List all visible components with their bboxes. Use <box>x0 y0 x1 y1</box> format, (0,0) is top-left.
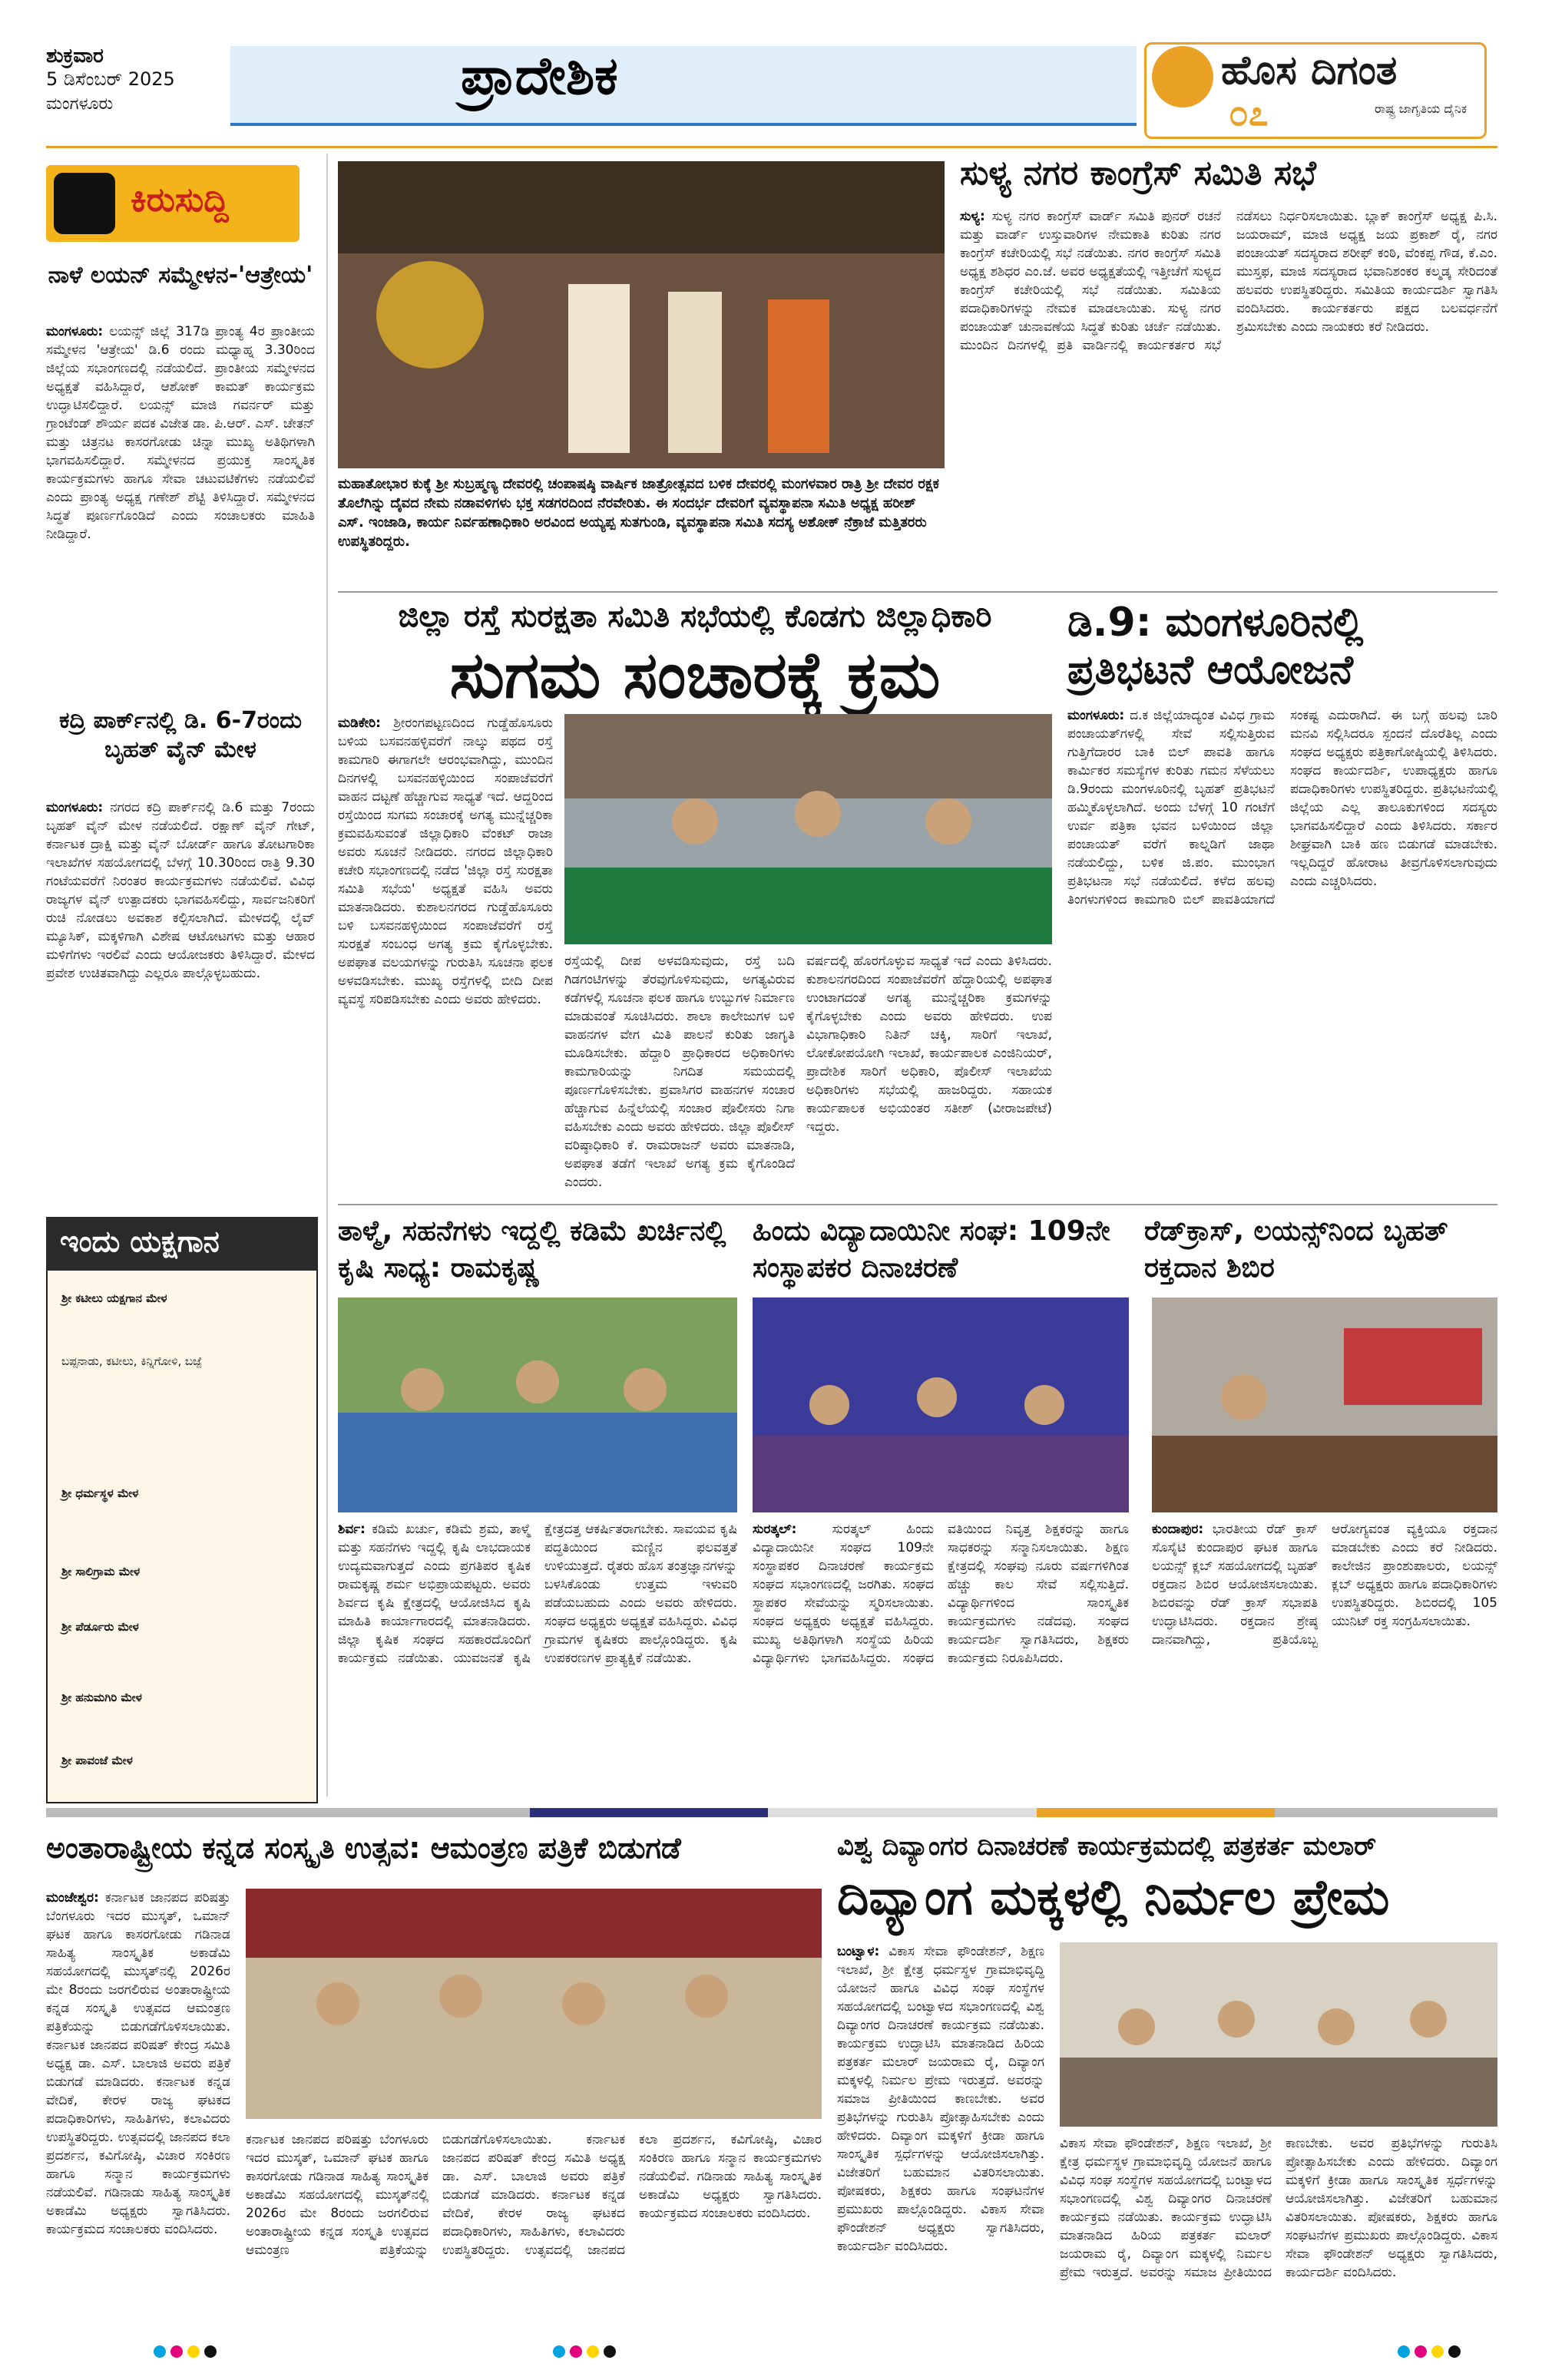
sullia-body <box>960 207 1497 583</box>
brief2-dateline: ಮಂಗಳೂರು: <box>46 800 104 815</box>
krishi-photo <box>338 1297 737 1512</box>
column-divider <box>326 154 328 1797</box>
road-dateline: ಮಡಿಕೇರಿ: <box>338 716 381 731</box>
edition-city: ಮಂಗಳೂರು <box>46 94 114 114</box>
divyanga-text: ವಿಕಾಸ ಸೇವಾ ಫೌಂಡೇಶನ್, ಶಿಕ್ಷಣ ಇಲಾಖೆ, ಶ್ರೀ ಕ್ಷೇತ್ರ ಧರ್ಮಸ್ಥಳ ಗ್ರಾಮಾಭಿವೃದ್ಧಿ ಯೋಜನೆ ಹಾಗೂ ವಿವಿಧ ಸಂಘ ಸಂಸ್ಥೆಗಳ ಸಹಯೋಗದಲ್ಲಿ ಬಂಟ್ವಾಳದ ಸಭಾಂಗಣದಲ್ಲಿ ವಿಶ್ವ ದಿವ್ಯಾಂಗರ ದಿನಾಚರಣೆ ಕಾರ್ಯಕ್ರಮ ನಡೆಯಿತು. ಕಾರ್ಯಕ್ರಮ ಉದ್ಘಾಟಿಸಿ ಮಾತನಾಡಿದ ಹಿರಿಯ ಪತ್ರಕರ್ತ ಮಲಾರ್ ಜಯರಾಮ ರೈ, ದಿವ್ಯಾಂಗ ಮಕ್ಕಳಲ್ಲಿ ನಿರ್ಮಲ ಪ್ರೇಮ ಇರುತ್ತದೆ. ಅವರನ್ನು ಸಮಾಜ ಪ್ರೀತಿಯಿಂದ ಕಾಣಬೇಕು. ಅವರ ಪ್ರತಿಭೆಗಳನ್ನು ಗುರುತಿಸಿ ಪ್ರೋತ್ಸಾಹಿಸಬೇಕು ಎಂದು ಹೇಳಿದರು. ದಿವ್ಯಾಂಗ ಮಕ್ಕಳಿಗೆ ಕ್ರೀಡಾ ಹಾಗೂ ಸಾಂಸ್ಕೃತಿಕ ಸ್ಪರ್ಧೆಗಳನ್ನು ಆಯೋಜಿಸಲಾಗಿತ್ತು. ವಿಜೇತರಿಗೆ ಬಹುಮಾನ ವಿತರಿಸಲಾಯಿತು. ಪೋಷಕರು, ಶಿಕ್ಷಕರು ಹಾಗೂ ಸಂಘಟನೆಗಳ ಪ್ರಮುಖರು ಪಾಲ್ಗೊಂಡಿದ್ದರು. ವಿಕಾಸ ಸೇವಾ ಫೌಂಡೇಶನ್ ಅಧ್ಯಕ್ಷರು ಸ್ವಾಗತಿಸಿದರು, ಕಾರ್ಯದರ್ಶಿ ವಂದಿಸಿದರು. <box>837 1944 1044 2254</box>
list-item: ಶ್ರೀ ಧರ್ಮಸ್ಥಳ ಮೇಳ <box>61 1486 139 1500</box>
hindu-title: ಹಿಂದು ವಿದ್ಯಾದಾಯಿನೀ ಸಂಘ: 109ನೇ ಸಂಸ್ಥಾಪಕರ ದಿನಾಚರಣೆ <box>753 1215 1110 1284</box>
divyanga-photo <box>1060 1942 1497 2127</box>
temple-photo-caption: ಮಹಾತೋಭಾರ ಕುಕ್ಕೆ ಶ್ರೀ ಸುಬ್ರಹ್ಮಣ್ಯ ದೇವರಲ್ಲಿ ಚಂಪಾಷಷ್ಠಿ ವಾರ್ಷಿಕ ಜಾತ್ರೋತ್ಸವದ ಬಳಿಕ ದೇವರಲ್ಲಿ ಮಂಗಳವಾರ ರಾತ್ರಿ ಶ್ರೀ ದೇವರ ರಕ್ಷಕ ತೊಲೆಗಿನ್ನು ದೈವದ ನೇಮ ನಡಾವಳಿಗಳು ಭಕ್ತ ಸಡಗರದಿಂದ ನೆರವೇರಿತು. ಈ ಸಂದರ್ಭ ದೇವರಿಗೆ ವ್ಯವಸ್ಥಾಪನಾ ಸಮಿತಿ ಅಧ್ಯಕ್ಷ ಹರೀಶ್ ಎಸ್. ಇಂಜಾಡಿ, ಕಾರ್ಯ ನಿರ್ವಹಣಾಧಿಕಾರಿ ಅರವಿಂದ ಅಯ್ಯಪ್ಪ ಸುತಗುಂಡಿ, ವ್ಯವಸ್ಥಾಪನಾ ಸಮಿತಿ ಸದಸ್ಯ ಅಶೋಕ್ ನೆಕ್ರಾಜೆ ಮತ್ತಿತರರು ಉಪಸ್ಥಿತರಿದ್ದರು. <box>338 476 939 550</box>
kannada-title: ಅಂತಾರಾಷ್ಟ್ರೀಯ ಕನ್ನಡ ಸಂಸ್ಕೃತಿ ಉತ್ಸವ: ಆಮಂತ್ರಣ ಪತ್ರಿಕೆ ಬಿಡುಗಡೆ <box>46 1831 681 1865</box>
sullia-text: ಸುಳ್ಯ ನಗರ ಕಾಂಗ್ರೆಸ್ ವಾರ್ಡ್ ಸಮಿತಿ ಪುನರ್ ರಚನೆ ಮತ್ತು ವಾರ್ಡ್ ಉಸ್ತುವಾರಿಗಳ ನೇಮಕಾತಿ ಕುರಿತು ನಗರ ಕಾಂಗ್ರೆಸ್ ಕಚೇರಿಯಲ್ಲಿ ಸಭೆ ನಡೆಯಿತು. ನಗರ ಕಾಂಗ್ರೆಸ್ ಸಮಿತಿ ಅಧ್ಯಕ್ಷ ಶಶಿಧರ ಎಂ.ಜೆ. ಅವರ ಅಧ್ಯಕ್ಷತೆಯಲ್ಲಿ ಇತ್ತೀಚೆಗೆ ಸುಳ್ಯದ ಕಾಂಗ್ರೆಸ್ ಕಚೇರಿಯಲ್ಲಿ ಸಭೆ ನಡೆಯಿತು. ಸಮಿತಿಯ ಪದಾಧಿಕಾರಿಗಳನ್ನು ನೇಮಕ ಮಾಡಲಾಯಿತು. ಸುಳ್ಯ ನಗರ ಪಂಚಾಯತ್ ಚುನಾವಣೆಯ ಸಿದ್ಧತೆ ಕುರಿತು ಚರ್ಚೆ ನಡೆಯಿತು. ಮುಂದಿನ ದಿನಗಳಲ್ಲಿ ಪ್ರತಿ ವಾರ್ಡಿನಲ್ಲಿ ಕಾರ್ಯಕರ್ತರ ಸಭೆ ನಡೆಸಲು ನಿರ್ಧರಿಸಲಾಯಿತು. ಬ್ಲಾಕ್ ಕಾಂಗ್ರೆಸ್ ಅಧ್ಯಕ್ಷ ಪಿ.ಸಿ. ಜಯರಾಮ್, ಮಾಜಿ ಅಧ್ಯಕ್ಷ ಜಯ ಪ್ರಕಾಶ್ ರೈ, ನಗರ ಪಂಚಾಯತ್ ಸದಸ್ಯರಾದ ಶರೀಫ್ ಕಂಠಿ, ವೆಂಕಪ್ಪ ಗೌಡ, ಕೆ.ಎಂ. ಮುಸ್ತಫ, ಮಾಜಿ ಸದಸ್ಯರಾದ ಭವಾನಿಶಂಕರ ಕಲ್ಮಡ್ಕ ಸೇರಿದಂತೆ ಹಲವರು ಉಪಸ್ಥಿತರಿದ್ದರು. ಸಮಿತಿಯ ಕಾರ್ಯದರ್ಶಿ ಸ್ವಾಗತಿಸಿ ವಂದಿಸಿದರು. ಕಾರ್ಯಕರ್ತರು ಪಕ್ಷದ ಬಲವರ್ಧನೆಗೆ ಶ್ರಮಿಸಬೇಕು ಎಂದು ನಾಯಕರು ಕರೆ ನೀಡಿದರು. <box>960 209 1497 353</box>
divyanga-body-2: ವಿಕಾಸ ಸೇವಾ ಫೌಂಡೇಶನ್, ಶಿಕ್ಷಣ ಇಲಾಖೆ, ಶ್ರೀ ಕ್ಷೇತ್ರ ಧರ್ಮಸ್ಥಳ ಗ್ರಾಮಾಭಿವೃದ್ಧಿ ಯೋಜನೆ ಹಾಗೂ ವಿವಿಧ ಸಂಘ ಸಂಸ್ಥೆಗಳ ಸಹಯೋಗದಲ್ಲಿ ಬಂಟ್ವಾಳದ ಸಭಾಂಗಣದಲ್ಲಿ ವಿಶ್ವ ದಿವ್ಯಾಂಗರ ದಿನಾಚರಣೆ ಕಾರ್ಯಕ್ರಮ ನಡೆಯಿತು. ಕಾರ್ಯಕ್ರಮ ಉದ್ಘಾಟಿಸಿ ಮಾತನಾಡಿದ ಹಿರಿಯ ಪತ್ರಕರ್ತ ಮಲಾರ್ ಜಯರಾಮ ರೈ, ದಿವ್ಯಾಂಗ ಮಕ್ಕಳಲ್ಲಿ ನಿರ್ಮಲ ಪ್ರೇಮ ಇರುತ್ತದೆ. ಅವರನ್ನು ಸಮಾಜ ಪ್ರೀತಿಯಿಂದ ಕಾಣಬೇಕು. ಅವರ ಪ್ರತಿಭೆಗಳನ್ನು ಗುರುತಿಸಿ ಪ್ರೋತ್ಸಾಹಿಸಬೇಕು ಎಂದು ಹೇಳಿದರು. ದಿವ್ಯಾಂಗ ಮಕ್ಕಳಿಗೆ ಕ್ರೀಡಾ ಹಾಗೂ ಸಾಂಸ್ಕೃತಿಕ ಸ್ಪರ್ಧೆಗಳನ್ನು ಆಯೋಜಿಸಲಾಗಿತ್ತು. ವಿಜೇತರಿಗೆ ಬಹುಮಾನ ವಿತರಿಸಲಾಯಿತು. ಪೋಷಕರು, ಶಿಕ್ಷಕರು ಹಾಗೂ ಸಂಘಟನೆಗಳ ಪ್ರಮುಖರು ಪಾಲ್ಗೊಂಡಿದ್ದರು. ವಿಕಾಸ ಸೇವಾ ಫೌಂಡೇಶನ್ ಅಧ್ಯಕ್ಷರು ಸ್ವಾಗತಿಸಿದರು, ಕಾರ್ಯದರ್ಶಿ ವಂದಿಸಿದರು. <box>1060 2136 1497 2280</box>
protest-title: ಡಿ.9: ಮಂಗಳೂರಿನಲ್ಲಿ ಪ್ರತಿಭಟನೆ ಆಯೋಜನೆ <box>1067 600 1364 693</box>
krishi-text: ಕಡಿಮೆ ಖರ್ಚು, ಕಡಿಮೆ ಶ್ರಮ, ತಾಳ್ಮೆ ಮತ್ತು ಸಹನೆಗಳು ಇದ್ದಲ್ಲಿ ಕೃಷಿ ಲಾಭದಾಯಕ ಉದ್ಯಮವಾಗುತ್ತದೆ ಎಂದು ಪ್ರಗತಿಪರ ಕೃಷಿಕ ರಾಮಕೃಷ್ಣ ಶರ್ಮ ಅಭಿಪ್ರಾಯಪಟ್ಟರು. ಅವರು ಶಿರ್ವದ ಕೃಷಿ ಕ್ಷೇತ್ರದಲ್ಲಿ ಆಯೋಜಿಸಿದ ಕೃಷಿ ಮಾಹಿತಿ ಕಾರ್ಯಾಗಾರದಲ್ಲಿ ಮಾತನಾಡಿದರು. ಜಿಲ್ಲಾ ಕೃಷಿಕ ಸಂಘದ ಸಹಕಾರದೊಂದಿಗೆ ಕಾರ್ಯಕ್ರಮ ನಡೆಯಿತು. ಯುವಜನತೆ ಕೃಷಿ ಕ್ಷೇತ್ರದತ್ತ ಆಕರ್ಷಿತರಾಗಬೇಕು. ಸಾವಯವ ಕೃಷಿ ಪದ್ಧತಿಯಿಂದ ಮಣ್ಣಿನ ಫಲವತ್ತತೆ ಉಳಿಯುತ್ತದೆ. ರೈತರು ಹೊಸ ತಂತ್ರಜ್ಞಾನಗಳನ್ನು ಬಳಸಿಕೊಂಡು ಉತ್ತಮ ಇಳುವರಿ ಪಡೆಯಬಹುದು ಎಂದು ಅವರು ಹೇಳಿದರು. ಸಂಘದ ಅಧ್ಯಕ್ಷರು ಅಧ್ಯಕ್ಷತೆ ವಹಿಸಿದ್ದರು. ವಿವಿಧ ಗ್ರಾಮಗಳ ಕೃಷಿಕರು ಪಾಲ್ಗೊಂಡಿದ್ದರು. ಕೃಷಿ ಉಪಕರಣಗಳ ಪ್ರಾತ್ಯಕ್ಷಿಕೆ ನಡೆಯಿತು. <box>338 1522 737 1666</box>
temple-ritual-photo <box>338 161 945 468</box>
kannada-dateline: ಮಂಜೇಶ್ವರ: <box>46 1890 99 1906</box>
blood-title: ರೆಡ್‌ಕ್ರಾಸ್, ಲಯನ್ಸ್‌ನಿಂದ ಬೃಹತ್ ರಕ್ತದಾನ ಶಿಬಿರ <box>1144 1215 1448 1284</box>
divyanga-kicker: ವಿಶ್ವ ದಿವ್ಯಾಂಗರ ದಿನಾಚರಣೆ ಕಾರ್ಯಕ್ರಮದಲ್ಲಿ ಪತ್ರಕರ್ತ ಮಲಾರ್ <box>837 1831 1377 1862</box>
hindu-body <box>753 1520 1129 1797</box>
krishi-body <box>338 1520 737 1797</box>
weekday: ಶುಕ್ರವಾರ <box>46 45 104 68</box>
date: 5 ಡಿಸೆಂಬರ್ 2025 <box>46 68 175 90</box>
hindu-photo <box>753 1297 1129 1512</box>
brief2-body <box>46 798 315 1198</box>
section-band <box>230 46 1137 126</box>
kannada-photo <box>246 1889 822 2119</box>
road-body-col3: ವರ್ಷದಲ್ಲಿ ಹೊರಗೊಳ್ಳುವ ಸಾಧ್ಯತೆ ಇದೆ ಎಂದು ತಿಳಿಸಿದರು. ಕುಶಾಲನಗರದಿಂದ ಸಂಪಾಜೆವರೆಗೆ ಹೆದ್ದಾರಿಯಲ್ಲಿ ಅಪಘಾತ ಉಂಟಾಗದಂತೆ ಅಗತ್ಯ ಮುನ್ನೆಚ್ಚರಿಕಾ ಕ್ರಮಗಳನ್ನು ಕೈಗೊಳ್ಳಬೇಕು ಎಂದು ಅವರು ಹೇಳಿದರು. ಉಪ ವಿಭಾಗಾಧಿಕಾರಿ ನಿತಿನ್ ಚಕ್ಕಿ, ಸಾರಿಗೆ ಇಲಾಖೆ, ಲೋಕೋಪಯೋಗಿ ಇಲಾಖೆ, ಕಾರ್ಯಪಾಲಕ ಎಂಜಿನಿಯರ್, ಪ್ರಾದೇಶಿಕ ಸಾರಿಗೆ ಅಧಿಕಾರಿ, ಪೊಲೀಸ್ ಇಲಾಖೆಯ ಅಧಿಕಾರಿಗಳು ಸಭೆಯಲ್ಲಿ ಹಾಜರಿದ್ದರು. ಸಹಾಯಕ ಕಾರ್ಯಪಾಲಕ ಅಭಿಯಂತರ ಸತೀಶ್ (ವೀರಾಜಪೇಟೆ) ಇದ್ದರು. <box>806 954 1052 1135</box>
sullia-dateline: ಸುಳ್ಯ: <box>960 209 985 224</box>
blood-dateline: ಕುಂದಾಪುರ: <box>1152 1522 1204 1537</box>
kannada-body-2: ಕರ್ನಾಟಕ ಜಾನಪದ ಪರಿಷತ್ತು ಬೆಂಗಳೂರು ಇದರ ಮುಸ್ಕತ್, ಒಮಾನ್ ಘಟಕ ಹಾಗೂ ಕಾಸರಗೋಡು ಗಡಿನಾಡ ಸಾಹಿತ್ಯ ಸಾಂಸ್ಕೃತಿಕ ಅಕಾಡೆಮಿ ಸಹಯೋಗದಲ್ಲಿ ಮುಸ್ಕತ್‌ನಲ್ಲಿ 2026ರ ಮೇ 8ರಂದು ಜರಗಲಿರುವ ಅಂತಾರಾಷ್ಟ್ರೀಯ ಕನ್ನಡ ಸಂಸ್ಕೃತಿ ಉತ್ಸವದ ಆಮಂತ್ರಣ ಪತ್ರಿಕೆಯನ್ನು ಬಿಡುಗಡೆಗೊಳಿಸಲಾಯಿತು. ಕರ್ನಾಟಕ ಜಾನಪದ ಪರಿಷತ್ ಕೇಂದ್ರ ಸಮಿತಿ ಅಧ್ಯಕ್ಷ ಡಾ. ಎಸ್. ಬಾಲಾಜಿ ಅವರು ಪತ್ರಿಕೆ ಬಿಡುಗಡೆ ಮಾಡಿದರು. ಕರ್ನಾಟಕ ಕನ್ನಡ ವೇದಿಕೆ, ಕೇರಳ ರಾಜ್ಯ ಘಟಕದ ಪದಾಧಿಕಾರಿಗಳು, ಸಾಹಿತಿಗಳು, ಕಲಾವಿದರು ಉಪಸ್ಥಿತರಿದ್ದರು. ಉತ್ಸವದಲ್ಲಿ ಜಾನಪದ ಕಲಾ ಪ್ರದರ್ಶನ, ಕವಿಗೋಷ್ಠಿ, ವಿಚಾರ ಸಂಕಿರಣ ಹಾಗೂ ಸನ್ಮಾನ ಕಾರ್ಯಕ್ರಮಗಳು ನಡೆಯಲಿವೆ. ಗಡಿನಾಡು ಸಾಹಿತ್ಯ ಸಾಂಸ್ಕೃತಿಕ ಅಕಾಡೆಮಿ ಅಧ್ಯಕ್ಷರು ಸ್ವಾಗತಿಸಿದರು. ಕಾರ್ಯಕ್ರಮದ ಸಂಚಾಲಕರು ವಂದಿಸಿದರು. <box>246 2132 822 2258</box>
road-title: ಸುಗಮ ಸಂಚಾರಕ್ಕೆ ಕ್ರಮ <box>449 637 941 712</box>
sullia-title: ಸುಳ್ಯ ನಗರ ಕಾಂಗ್ರೆಸ್ ಸಮಿತಿ ಸಭೆ <box>960 154 1316 193</box>
protest-body <box>1067 706 1497 1198</box>
top-rule <box>46 146 1497 148</box>
brief1-title: ನಾಳೆ ಲಯನ್ ಸಮ್ಮೇಳನ-'ಆತ್ರೇಯ' <box>48 262 313 289</box>
yakshagana-title: ಇಂದು ಯಕ್ಷಗಾನ <box>60 1225 220 1258</box>
krishi-title: ತಾಳ್ಮೆ, ಸಹನೆಗಳು ಇದ್ದಲ್ಲಿ ಕಡಿಮೆ ಖರ್ಚಿನಲ್ಲಿ ಕೃಷಿ ಸಾಧ್ಯ: ರಾಮಕೃಷ್ಣ <box>338 1215 726 1284</box>
kannada-body <box>46 1889 230 2326</box>
meeting-photo <box>564 714 1052 944</box>
kiru-suddi-label: ಕಿರುಸುದ್ದಿ <box>131 180 229 220</box>
section-title: ಪ್ರಾದೇಶಿಕ <box>461 46 618 107</box>
page-number: ೦೭ <box>1229 92 1269 134</box>
colored-separator <box>46 1808 1497 1817</box>
road-kicker: ಜಿಲ್ಲಾ ರಸ್ತೆ ಸುರಕ್ಷತಾ ಸಮಿತಿ ಸಭೆಯಲ್ಲಿ ಕೊಡಗು ಜಿಲ್ಲಾಧಿಕಾರಿ <box>398 599 992 634</box>
blood-photo <box>1152 1297 1497 1512</box>
divyanga-dateline: ಬಂಟ್ವಾಳ: <box>837 1944 880 1959</box>
list-item: ಶ್ರೀ ಸಾಲಿಗ್ರಾಮ ಮೇಳ <box>61 1565 141 1578</box>
road-body-col2: ರಸ್ತೆಯಲ್ಲಿ ದೀಪ ಅಳವಡಿಸುವುದು, ರಸ್ತೆ ಬದಿ ಗಿಡಗಂಟಿಗಳನ್ನು ತೆರವುಗೊಳಿಸುವುದು, ಅಗತ್ಯವಿರುವ ಕಡೆಗಳಲ್ಲಿ ಸೂಚನಾ ಫಲಕ ಹಾಗೂ ಉಬ್ಬುಗಳ ನಿರ್ಮಾಣ ಮಾಡುವಂತೆ ಸೂಚಿಸಿದರು. ಶಾಲಾ ಕಾಲೇಜುಗಳ ಬಳಿ ವಾಹನಗಳ ವೇಗ ಮಿತಿ ಪಾಲನೆ ಕುರಿತು ಜಾಗೃತಿ ಮೂಡಿಸಬೇಕು. ಹೆದ್ದಾರಿ ಪ್ರಾಧಿಕಾರದ ಅಧಿಕಾರಿಗಳು ಕಾಮಗಾರಿಯನ್ನು ನಿಗದಿತ ಸಮಯದಲ್ಲಿ ಪೂರ್ಣಗೊಳಿಸಬೇಕು. ಪ್ರವಾಸಿಗರ ವಾಹನಗಳ ಸಂಚಾರ ಹೆಚ್ಚಾಗುವ ಹಿನ್ನೆಲೆಯಲ್ಲಿ ಸಂಚಾರ ಪೊಲೀಸರು ನಿಗಾ ವಹಿಸಬೇಕು ಎಂದು ಅವರು ಹೇಳಿದರು. ಜಿಲ್ಲಾ ಪೊಲೀಸ್ ವರಿಷ್ಠಾಧಿಕಾರಿ ಕೆ. ರಾಮರಾಜನ್ ಅವರು ಮಾತನಾಡಿ, ಅಪಘಾತ ತಡೆಗೆ ಇಲಾಖೆ ಅಗತ್ಯ ಕ್ರಮ ಕೈಗೊಂಡಿದೆ ಎಂದರು. <box>564 954 795 1190</box>
brief1-body <box>46 322 315 691</box>
blood-body <box>1152 1520 1497 1797</box>
yakshagana-list <box>61 1290 307 1769</box>
road-body-col1 <box>338 714 553 1198</box>
section-rule <box>338 1204 1497 1205</box>
section-rule <box>338 591 1497 593</box>
hindu-text: ಸುರತ್ಕಲ್ ಹಿಂದು ವಿದ್ಯಾದಾಯಿನೀ ಸಂಘದ 109ನೇ ಸಂಸ್ಥಾಪಕರ ದಿನಾಚರಣೆ ಕಾರ್ಯಕ್ರಮ ಸಂಘದ ಸಭಾಂಗಣದಲ್ಲಿ ಜರಗಿತು. ಸಂಘದ ಸ್ಥಾಪಕರ ಸೇವೆಯನ್ನು ಸ್ಮರಿಸಲಾಯಿತು. ಸಂಘದ ಅಧ್ಯಕ್ಷರು ಅಧ್ಯಕ್ಷತೆ ವಹಿಸಿದ್ದರು. ಮುಖ್ಯ ಅತಿಥಿಗಳಾಗಿ ಸಂಸ್ಥೆಯ ಹಿರಿಯ ವಿದ್ಯಾರ್ಥಿಗಳು ಭಾಗವಹಿಸಿದ್ದರು. ಸಂಘದ ವತಿಯಿಂದ ನಿವೃತ್ತ ಶಿಕ್ಷಕರನ್ನು ಹಾಗೂ ಸಾಧಕರನ್ನು ಸನ್ಮಾನಿಸಲಾಯಿತು. ಶಿಕ್ಷಣ ಕ್ಷೇತ್ರದಲ್ಲಿ ಸಂಘವು ನೂರು ವರ್ಷಗಳಿಗಿಂತ ಹೆಚ್ಚು ಕಾಲ ಸೇವೆ ಸಲ್ಲಿಸುತ್ತಿದೆ. ವಿದ್ಯಾರ್ಥಿಗಳಿಂದ ಸಾಂಸ್ಕೃತಿಕ ಕಾರ್ಯಕ್ರಮಗಳು ನಡೆದವು. ಸಂಘದ ಕಾರ್ಯದರ್ಶಿ ಸ್ವಾಗತಿಸಿದರು, ಶಿಕ್ಷಕರು ಕಾರ್ಯಕ್ರಮ ನಿರೂಪಿಸಿದರು. <box>753 1522 1129 1666</box>
blood-text: ಭಾರತೀಯ ರೆಡ್ ಕ್ರಾಸ್ ಸೊಸೈಟಿ ಕುಂದಾಪುರ ಘಟಕ ಹಾಗೂ ಲಯನ್ಸ್ ಕ್ಲಬ್ ಸಹಯೋಗದಲ್ಲಿ ಬೃಹತ್ ರಕ್ತದಾನ ಶಿಬಿರ ಆಯೋಜಿಸಲಾಯಿತು. ಶಿಬಿರವನ್ನು ರೆಡ್ ಕ್ರಾಸ್ ಸಭಾಪತಿ ಉದ್ಘಾಟಿಸಿದರು. ರಕ್ತದಾನ ಶ್ರೇಷ್ಠ ದಾನವಾಗಿದ್ದು, ಪ್ರತಿಯೊಬ್ಬ ಆರೋಗ್ಯವಂತ ವ್ಯಕ್ತಿಯೂ ರಕ್ತದಾನ ಮಾಡಬೇಕು ಎಂದು ಕರೆ ನೀಡಿದರು. ಕಾಲೇಜಿನ ಪ್ರಾಂಶುಪಾಲರು, ಲಯನ್ಸ್ ಕ್ಲಬ್ ಅಧ್ಯಕ್ಷರು ಹಾಗೂ ಪದಾಧಿಕಾರಿಗಳು ಉಪಸ್ಥಿತರಿದ್ದರು. ಶಿಬಿರದಲ್ಲಿ 105 ಯುನಿಟ್ ರಕ್ತ ಸಂಗ್ರಹಿಸಲಾಯಿತು. <box>1152 1522 1497 1648</box>
list-item: ಶ್ರೀ ಪಾವಂಜೆ ಮೇಳ <box>61 1754 133 1767</box>
logo-tagline: ರಾಷ್ಟ್ರ ಜಾಗೃತಿಯ ದೈನಿಕ <box>1375 101 1468 116</box>
logo-emblem-icon <box>1152 46 1213 107</box>
divyanga-title: ದಿವ್ಯಾಂಗ ಮಕ್ಕಳಲ್ಲಿ ನಿರ್ಮಲ ಪ್ರೇಮ <box>837 1869 1390 1926</box>
list-item: ಶ್ರೀ ಕಟೀಲು ಯಕ್ಷಗಾನ ಮೇಳ <box>61 1291 167 1305</box>
divyanga-body <box>837 1942 1044 2326</box>
road-text-1: ಶ್ರೀರಂಗಪಟ್ಟಣದಿಂದ ಗುಡ್ಡೆಹೊಸೂರು ಬಳಿಯ ಬಸವನಹಳ್ಳಿವರೆಗೆ ನಾಲ್ಕು ಪಥದ ರಸ್ತೆ ಕಾಮಗಾರಿ ಈಗಾಗಲೇ ಆರಂಭವಾಗಿದ್ದು, ಮುಂದಿನ ದಿನಗಳಲ್ಲಿ ಬಸವನಹಳ್ಳಿಯಿಂದ ಸಂಪಾಜೆವರೆಗೆ ವಾಹನ ದಟ್ಟಣೆ ಹೆಚ್ಚಾಗುವ ಸಾಧ್ಯತೆ ಇದೆ. ಆದ್ದರಿಂದ ರಸ್ತೆಯಿಂದ ಸುಗಮ ಸಂಚಾರಕ್ಕೆ ಅಗತ್ಯ ಮುನ್ನೆಚ್ಚರಿಕಾ ಕ್ರಮವಹಿಸುವಂತೆ ಜಿಲ್ಲಾಧಿಕಾರಿ ವೆಂಕಟ್ ರಾಜಾ ಅವರು ಸೂಚನೆ ನೀಡಿದರು. ನಗರದ ಜಿಲ್ಲಾಧಿಕಾರಿ ಕಚೇರಿ ಸಭಾಂಗಣದಲ್ಲಿ ನಡೆದ 'ಜಿಲ್ಲಾ ರಸ್ತೆ ಸುರಕ್ಷತಾ ಸಮಿತಿ ಸಭೆಯ' ಅಧ್ಯಕ್ಷತೆ ವಹಿಸಿ ಅವರು ಮಾತನಾಡಿದರು. ಕುಶಾಲನಗರದ ಗುಡ್ಡೆಹೊಸೂರು ಬಳಿ ಬಸವನಹಳ್ಳಿಯಿಂದ ಸಂಪಾಜೆವರೆಗೆ ರಸ್ತೆ ಸುರಕ್ಷತೆ ಸಂಬಂಧ ಅಗತ್ಯ ಕ್ರಮ ಕೈಗೊಳ್ಳಬೇಕು. ಅಪಘಾತ ವಲಯಗಳನ್ನು ಗುರುತಿಸಿ ಸೂಚನಾ ಫಲಕ ಅಳವಡಿಸಬೇಕು. ಮುಖ್ಯ ರಸ್ತೆಗಳಲ್ಲಿ ಬೀದಿ ದೀಪ ವ್ಯವಸ್ಥೆ ಸರಿಪಡಿಸಬೇಕು ಎಂದು ಅವರು ಹೇಳಿದರು. <box>338 716 553 1007</box>
register-marks-center <box>553 2345 620 2361</box>
pointing-hand-icon <box>54 173 115 234</box>
protest-dateline: ಮಂಗಳೂರು: <box>1067 708 1125 723</box>
kannada-text: ಕರ್ನಾಟಕ ಜಾನಪದ ಪರಿಷತ್ತು ಬೆಂಗಳೂರು ಇದರ ಮುಸ್ಕತ್, ಒಮಾನ್ ಘಟಕ ಹಾಗೂ ಕಾಸರಗೋಡು ಗಡಿನಾಡ ಸಾಹಿತ್ಯ ಸಾಂಸ್ಕೃತಿಕ ಅಕಾಡೆಮಿ ಸಹಯೋಗದಲ್ಲಿ ಮುಸ್ಕತ್‌ನಲ್ಲಿ 2026ರ ಮೇ 8ರಂದು ಜರಗಲಿರುವ ಅಂತಾರಾಷ್ಟ್ರೀಯ ಕನ್ನಡ ಸಂಸ್ಕೃತಿ ಉತ್ಸವದ ಆಮಂತ್ರಣ ಪತ್ರಿಕೆಯನ್ನು ಬಿಡುಗಡೆಗೊಳಿಸಲಾಯಿತು. ಕರ್ನಾಟಕ ಜಾನಪದ ಪರಿಷತ್ ಕೇಂದ್ರ ಸಮಿತಿ ಅಧ್ಯಕ್ಷ ಡಾ. ಎಸ್. ಬಾಲಾಜಿ ಅವರು ಪತ್ರಿಕೆ ಬಿಡುಗಡೆ ಮಾಡಿದರು. ಕರ್ನಾಟಕ ಕನ್ನಡ ವೇದಿಕೆ, ಕೇರಳ ರಾಜ್ಯ ಘಟಕದ ಪದಾಧಿಕಾರಿಗಳು, ಸಾಹಿತಿಗಳು, ಕಲಾವಿದರು ಉಪಸ್ಥಿತರಿದ್ದರು. ಉತ್ಸವದಲ್ಲಿ ಜಾನಪದ ಕಲಾ ಪ್ರದರ್ಶನ, ಕವಿಗೋಷ್ಠಿ, ವಿಚಾರ ಸಂಕಿರಣ ಹಾಗೂ ಸನ್ಮಾನ ಕಾರ್ಯಕ್ರಮಗಳು ನಡೆಯಲಿವೆ. ಗಡಿನಾಡು ಸಾಹಿತ್ಯ ಸಾಂಸ್ಕೃತಿಕ ಅಕಾಡೆಮಿ ಅಧ್ಯಕ್ಷರು ಸ್ವಾಗತಿಸಿದರು. ಕಾರ್ಯಕ್ರಮದ ಸಂಚಾಲಕರು ವಂದಿಸಿದರು. <box>46 1890 230 2237</box>
brief2-text: ನಗರದ ಕದ್ರಿ ಪಾರ್ಕ್‌ನಲ್ಲಿ ಡಿ.6 ಮತ್ತು 7ರಂದು ಬೃಹತ್ ವೈನ್ ಮೇಳ ನಡೆಯಲಿದೆ. ರಕ್ಷಾಣ್ ವೈನ್ ಗೇಟ್, ಕರ್ನಾಟಕ ದ್ರಾಕ್ಷಿ ಮತ್ತು ವೈನ್ ಬೋರ್ಡ್ ಹಾಗೂ ತೋಟಗಾರಿಕಾ ಇಲಾಖೆಗಳ ಸಹಯೋಗದಲ್ಲಿ ಬೆಳಗ್ಗೆ 10.30ರಿಂದ ರಾತ್ರಿ 9.30 ಗಂಟೆಯವರೆಗೆ ನಿರಂತರ ಕಾರ್ಯಕ್ರಮಗಳು ನಡೆಯಲಿವೆ. ವಿವಿಧ ರಾಜ್ಯಗಳ ವೈನ್ ಉತ್ಪಾದಕರು ಭಾಗವಹಿಸಲಿದ್ದು, ಸಾರ್ವಜನಿಕರಿಗೆ ರುಚಿ ನೋಡಲು ಅವಕಾಶ ಕಲ್ಪಿಸಲಾಗಿದೆ. ಮೇಳದಲ್ಲಿ ಲೈವ್ ಮ್ಯೂಸಿಕ್, ಮಕ್ಕಳಿಗಾಗಿ ವಿಶೇಷ ಆಟೋಟಗಳು ಮತ್ತು ಆಹಾರ ಮಳಿಗೆಗಳು ಇರಲಿವೆ ಎಂದು ಆಯೋಜಕರು ತಿಳಿಸಿದ್ದಾರೆ. ಮೇಳದ ಪ್ರವೇಶ ಉಚಿತವಾಗಿದ್ದು ಎಲ್ಲರೂ ಪಾಲ್ಗೊಳ್ಳಬಹುದು. <box>46 800 315 981</box>
brief1-dateline: ಮಂಗಳೂರು: <box>46 324 104 339</box>
logo-text: ಹೊಸ ದಿಗಂತ <box>1221 48 1398 94</box>
register-marks-right <box>1398 2345 1465 2361</box>
list-item: ಶ್ರೀ ಪೆರ್ಡೂರು ಮೇಳ <box>61 1620 139 1634</box>
brief1-text: ಲಯನ್ಸ್ ಜಿಲ್ಲೆ 317ಡಿ ಪ್ರಾಂತ್ಯ 4ರ ಪ್ರಾಂತೀಯ ಸಮ್ಮೇಳನ 'ಆತ್ರೇಯ' ಡಿ.6 ರಂದು ಮಧ್ಯಾಹ್ನ 3.30ರಿಂದ ಜಿಲ್ಲೆಯ ಸಭಾಂಗಣದಲ್ಲಿ ನಡೆಯಲಿದೆ. ಪ್ರಾಂತೀಯ ಸಮ್ಮೇಳನದ ಅಧ್ಯಕ್ಷತೆ ವಹಿಸಿದ್ದಾರೆ, ಆಶೋಕ್ ಕಾಮತ್ ಕಾರ್ಯಕ್ರಮ ಉದ್ಘಾಟಿಸಲಿದ್ದಾರೆ. ಲಯನ್ಸ್ ಮಾಜಿ ಗವರ್ನರ್ ಮತ್ತು ಗ್ರಾಂಟೆಂಡ್ ಶೌರ್ಯ ಪದಕ ವಿಜೇತ ಡಾ. ಪಿ.ಆರ್. ಎಸ್. ಚೇತನ್ ಮತ್ತು ಚಿತ್ರನಟ ಕಾಸರಗೋಡು ಚಿನ್ನಾ ಮುಖ್ಯ ಅತಿಥಿಗಳಾಗಿ ಭಾಗವಹಿಸಲಿದ್ದಾರೆ. ಸಮ್ಮೇಳನದ ಪ್ರಯುಕ್ತ ಸಾಂಸ್ಕೃತಿಕ ಕಾರ್ಯಕ್ರಮಗಳು ಹಾಗೂ ಸೇವಾ ಚಟುವಟಿಕೆಗಳು ನಡೆಯಲಿವೆ ಎಂದು ಪ್ರಾಂತ್ಯ ಅಧ್ಯಕ್ಷ ಗಣೇಶ್ ಶೆಟ್ಟಿ ತಿಳಿಸಿದ್ದಾರೆ. ಸಮ್ಮೇಳನದ ಸಿದ್ಧತೆ ಪೂರ್ಣಗೊಂಡಿದೆ ಎಂದು ಸಂಚಾಲಕರು ಮಾಹಿತಿ ನೀಡಿದ್ದಾರೆ. <box>46 324 315 542</box>
register-marks-left <box>154 2345 221 2361</box>
protest-text: ದ.ಕ ಜಿಲ್ಲೆಯಾದ್ಯಂತ ವಿವಿಧ ಗ್ರಾಮ ಪಂಚಾಯತ್‌ಗಳಲ್ಲಿ ಸೇವೆ ಸಲ್ಲಿಸುತ್ತಿರುವ ಗುತ್ತಿಗೆದಾರರ ಬಾಕಿ ಬಿಲ್ ಪಾವತಿ ಹಾಗೂ ಕಾರ್ಮಿಕರ ಸಮಸ್ಯೆಗಳ ಕುರಿತು ಗಮನ ಸೆಳೆಯಲು ಡಿ.9ರಂದು ಮಂಗಳೂರಿನಲ್ಲಿ ಬೃಹತ್ ಪ್ರತಿಭಟನೆ ಹಮ್ಮಿಕೊಳ್ಳಲಾಗಿದೆ. ಅಂದು ಬೆಳಗ್ಗೆ 10 ಗಂಟೆಗೆ ಉರ್ವ ಪತ್ರಿಕಾ ಭವನ ಬಳಿಯಿಂದ ಜಿಲ್ಲಾ ಪಂಚಾಯತ್ ವರೆಗೆ ಕಾಲ್ನಡಿಗೆ ಜಾಥಾ ನಡೆಯಲಿದ್ದು, ಬಳಿಕ ಜಿ.ಪಂ. ಮುಂಭಾಗ ಪ್ರತಿಭಟನಾ ಸಭೆ ನಡೆಯಲಿದೆ. ಕಳೆದ ಹಲವು ತಿಂಗಳುಗಳಿಂದ ಕಾಮಗಾರಿ ಬಿಲ್ ಪಾವತಿಯಾಗದೆ ಸಂಕಷ್ಟ ಎದುರಾಗಿದೆ. ಈ ಬಗ್ಗೆ ಹಲವು ಬಾರಿ ಮನವಿ ಸಲ್ಲಿಸಿದರೂ ಸ್ಪಂದನೆ ದೊರೆತಿಲ್ಲ ಎಂದು ಸಂಘದ ಅಧ್ಯಕ್ಷರು ಪತ್ರಿಕಾಗೋಷ್ಠಿಯಲ್ಲಿ ತಿಳಿಸಿದರು. ಸಂಘದ ಕಾರ್ಯದರ್ಶಿ, ಉಪಾಧ್ಯಕ್ಷರು ಹಾಗೂ ಪದಾಧಿಕಾರಿಗಳು ಉಪಸ್ಥಿತರಿದ್ದರು. ಪ್ರತಿಭಟನೆಯಲ್ಲಿ ಜಿಲ್ಲೆಯ ಎಲ್ಲ ತಾಲೂಕುಗಳಿಂದ ಸದಸ್ಯರು ಭಾಗವಹಿಸಲಿದ್ದಾರೆ ಎಂದು ತಿಳಿಸಿದರು. ಸರ್ಕಾರ ಶೀಘ್ರವಾಗಿ ಬಾಕಿ ಹಣ ಬಿಡುಗಡೆ ಮಾಡಬೇಕು. ಇಲ್ಲದಿದ್ದರೆ ಹೋರಾಟ ತೀವ್ರಗೊಳಿಸಲಾಗುವುದು ಎಂದು ಎಚ್ಚರಿಸಿದರು. <box>1067 708 1497 907</box>
krishi-dateline: ಶಿರ್ವ: <box>338 1522 366 1537</box>
list-item: ಬಪ್ಪನಾಡು, ಕಟೀಲು, ಕಿನ್ನಿಗೋಳಿ, ಬಜ್ಪೆ <box>61 1354 203 1368</box>
hindu-dateline: ಸುರತ್ಕಲ್: <box>753 1522 797 1537</box>
list-item: ಶ್ರೀ ಹನುಮಗಿರಿ ಮೇಳ <box>61 1691 142 1704</box>
brief2-title: ಕದ್ರಿ ಪಾರ್ಕ್‌ನಲ್ಲಿ ಡಿ. 6-7ರಂದು ಬೃಹತ್ ವೈನ್ ಮೇಳ <box>58 707 303 763</box>
